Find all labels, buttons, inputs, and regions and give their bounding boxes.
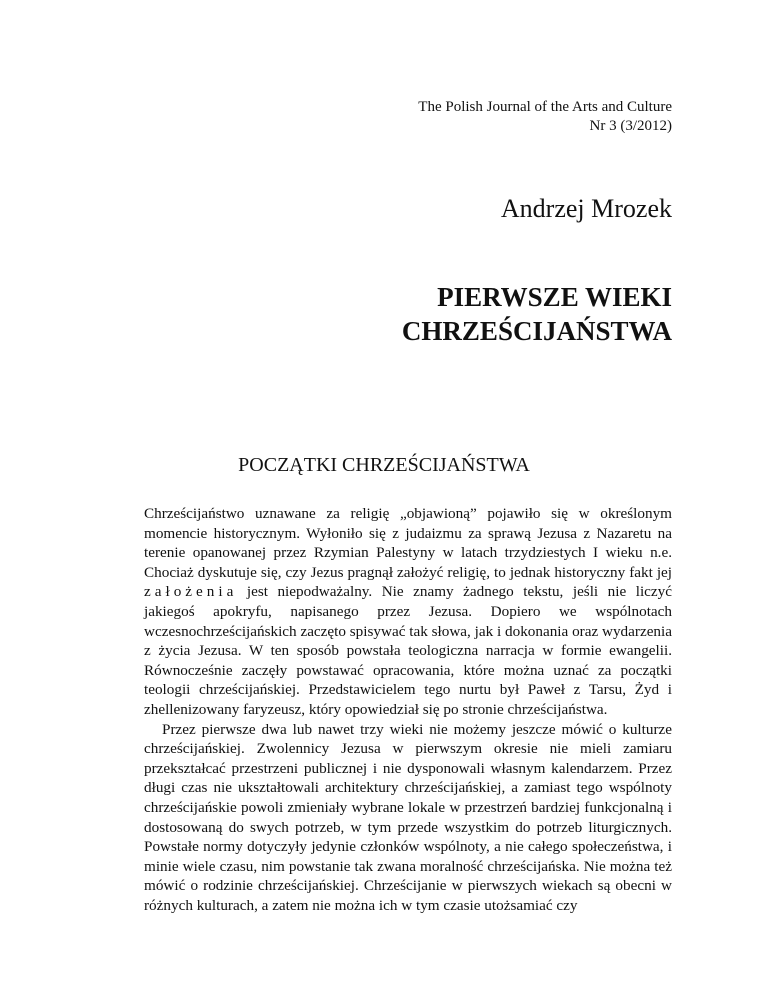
paragraph-1 <box>144 504 672 720</box>
journal-issue: Nr 3 (3/2012) <box>589 118 672 134</box>
journal-header <box>418 98 672 136</box>
title-line-1: PIERWSZE WIEKI <box>437 282 672 312</box>
paragraph-1-spaced-word: założenia <box>144 583 238 601</box>
section-heading: POCZĄTKI CHRZEŚCIJAŃSTWA <box>238 454 530 476</box>
journal-name: The Polish Journal of the Arts and Culture <box>418 99 672 115</box>
paragraph-1-part-2: jest niepodważalny. Nie znamy żadnego tekstu, jeśli nie liczyć jakiegoś apokryfu, napisanego przez Jezusa. Dopiero we wspólnotach wczesnochrześcijańskich zaczęto spisywać tak słowa, jak i dokonania oraz wydarzenia z życia Jezusa. W ten sposób powstała teologiczna narracja w formie ewangelii. Równocześnie zaczęły powstawać opracowania, które można uznać za początki teologii chrześcijańskiej. Przedstawicielem tego nurtu był Paweł z Tarsu, Żyd i zhellenizowany faryzeusz, który opowiedział się po stronie chrześcijaństwa. <box>144 583 672 718</box>
title-line-2: CHRZEŚCIJAŃSTWA <box>401 316 672 346</box>
author-name: Andrzej Mrozek <box>500 194 672 223</box>
article-title <box>402 280 672 348</box>
paragraph-1-part-1: Chrześcijaństwo uznawane za religię „objawioną” pojawiło się w określonym momencie historycznym. Wyłoniło się z judaizmu za sprawą Jezusa z Nazaretu na terenie opanowanej przez Rzymian Palestyny w latach trzydziestych I wieku n.e. Chociaż dyskutuje się, czy Jezus pragnął założyć religię, to jednak historyczny fakt jej <box>144 505 672 581</box>
article-body <box>144 504 672 915</box>
paragraph-2: Przez pierwsze dwa lub nawet trzy wieki nie możemy jeszcze mówić o kulturze chrześcijańskiej. Zwolennicy Jezusa w pierwszym okresie nie mieli zamiaru przekształcać przestrzeni publicznej i nie dysponowali własnym kalendarzem. Przez długi czas nie ukształtowali architektury chrześcijańskiej, a zamiast tego wspólnoty chrześcijańskie powoli zmieniały wybrane lokale w przestrzeń bardziej funkcjonalną i dostosowaną do swych potrzeb, w tym przede wszystkim do potrzeb liturgicznych. Powstałe normy dotyczyły jedynie członków wspólnoty, a nie całego społeczeństwa, i minie wiele czasu, nim powstanie tak zwana moralność chrześcijańska. Nie można też mówić o rodzinie chrześcijańskiej. Chrześcijanie w pierwszych wiekach są obecni w różnych kulturach, a zatem nie można ich w tym czasie utożsamiać czy <box>144 720 672 914</box>
